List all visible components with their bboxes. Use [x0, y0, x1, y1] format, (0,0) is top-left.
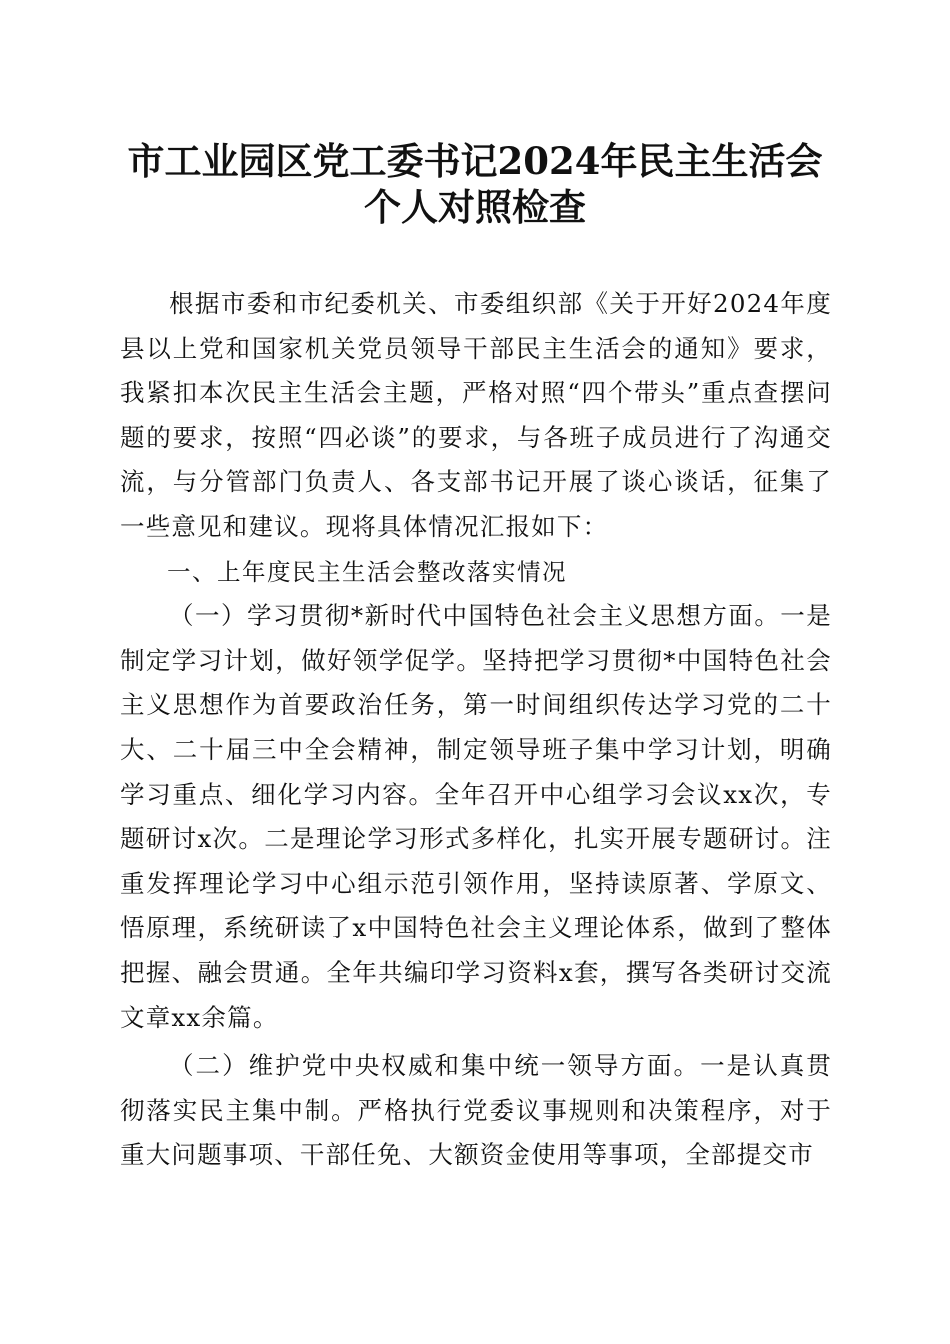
intro-paragraph: 根据市委和市纪委机关、市委组织部《关于开好2024年度县以上党和国家机关党员领导干部民主生活会的通知》要求，我紧扣本次民主生活会主题，严格对照“四个带头”重点查摆问题的要求，按照“四必谈”的要求，与各班子成员进行了沟通交流，与分管部门负责人、各支部书记开展了谈心谈话，征集了一些意见和建议。现将具体情况汇报如下：: [120, 289, 832, 541]
document-title: 市工业园区党工委书记2024年民主生活会个人对照检查: [127, 139, 823, 229]
document-body: [120, 282, 832, 1178]
section-heading-1: 一、上年度民主生活会整改落实情况: [167, 557, 567, 586]
subsection-paragraph-1: （一）学习贯彻*新时代中国特色社会主义思想方面。一是制定学习计划，做好领学促学。坚持把学习贯彻*中国特色社会主义思想作为首要政治任务，第一时间组织传达学习党的二十大、二十届三中全会精神，制定领导班子集中学习计划，明确学习重点、细化学习内容。全年召开中心组学习会议xx次，专题研讨x次。二是理论学习形式多样化，扎实开展专题研讨。注重发挥理论学习中心组示范引领作用，坚持读原著、学原文、悟原理，系统研读了x中国特色社会主义理论体系，做到了整体把握、融会贯通。全年共编印学习资料x套，撰写各类研讨交流文章xx余篇。: [120, 601, 832, 1032]
subsection-paragraph-2: （二）维护党中央权威和集中统一领导方面。一是认真贯彻落实民主集中制。严格执行党委议事规则和决策程序，对于重大问题事项、干部任免、大额资金使用等事项，全部提交市: [120, 1051, 832, 1170]
